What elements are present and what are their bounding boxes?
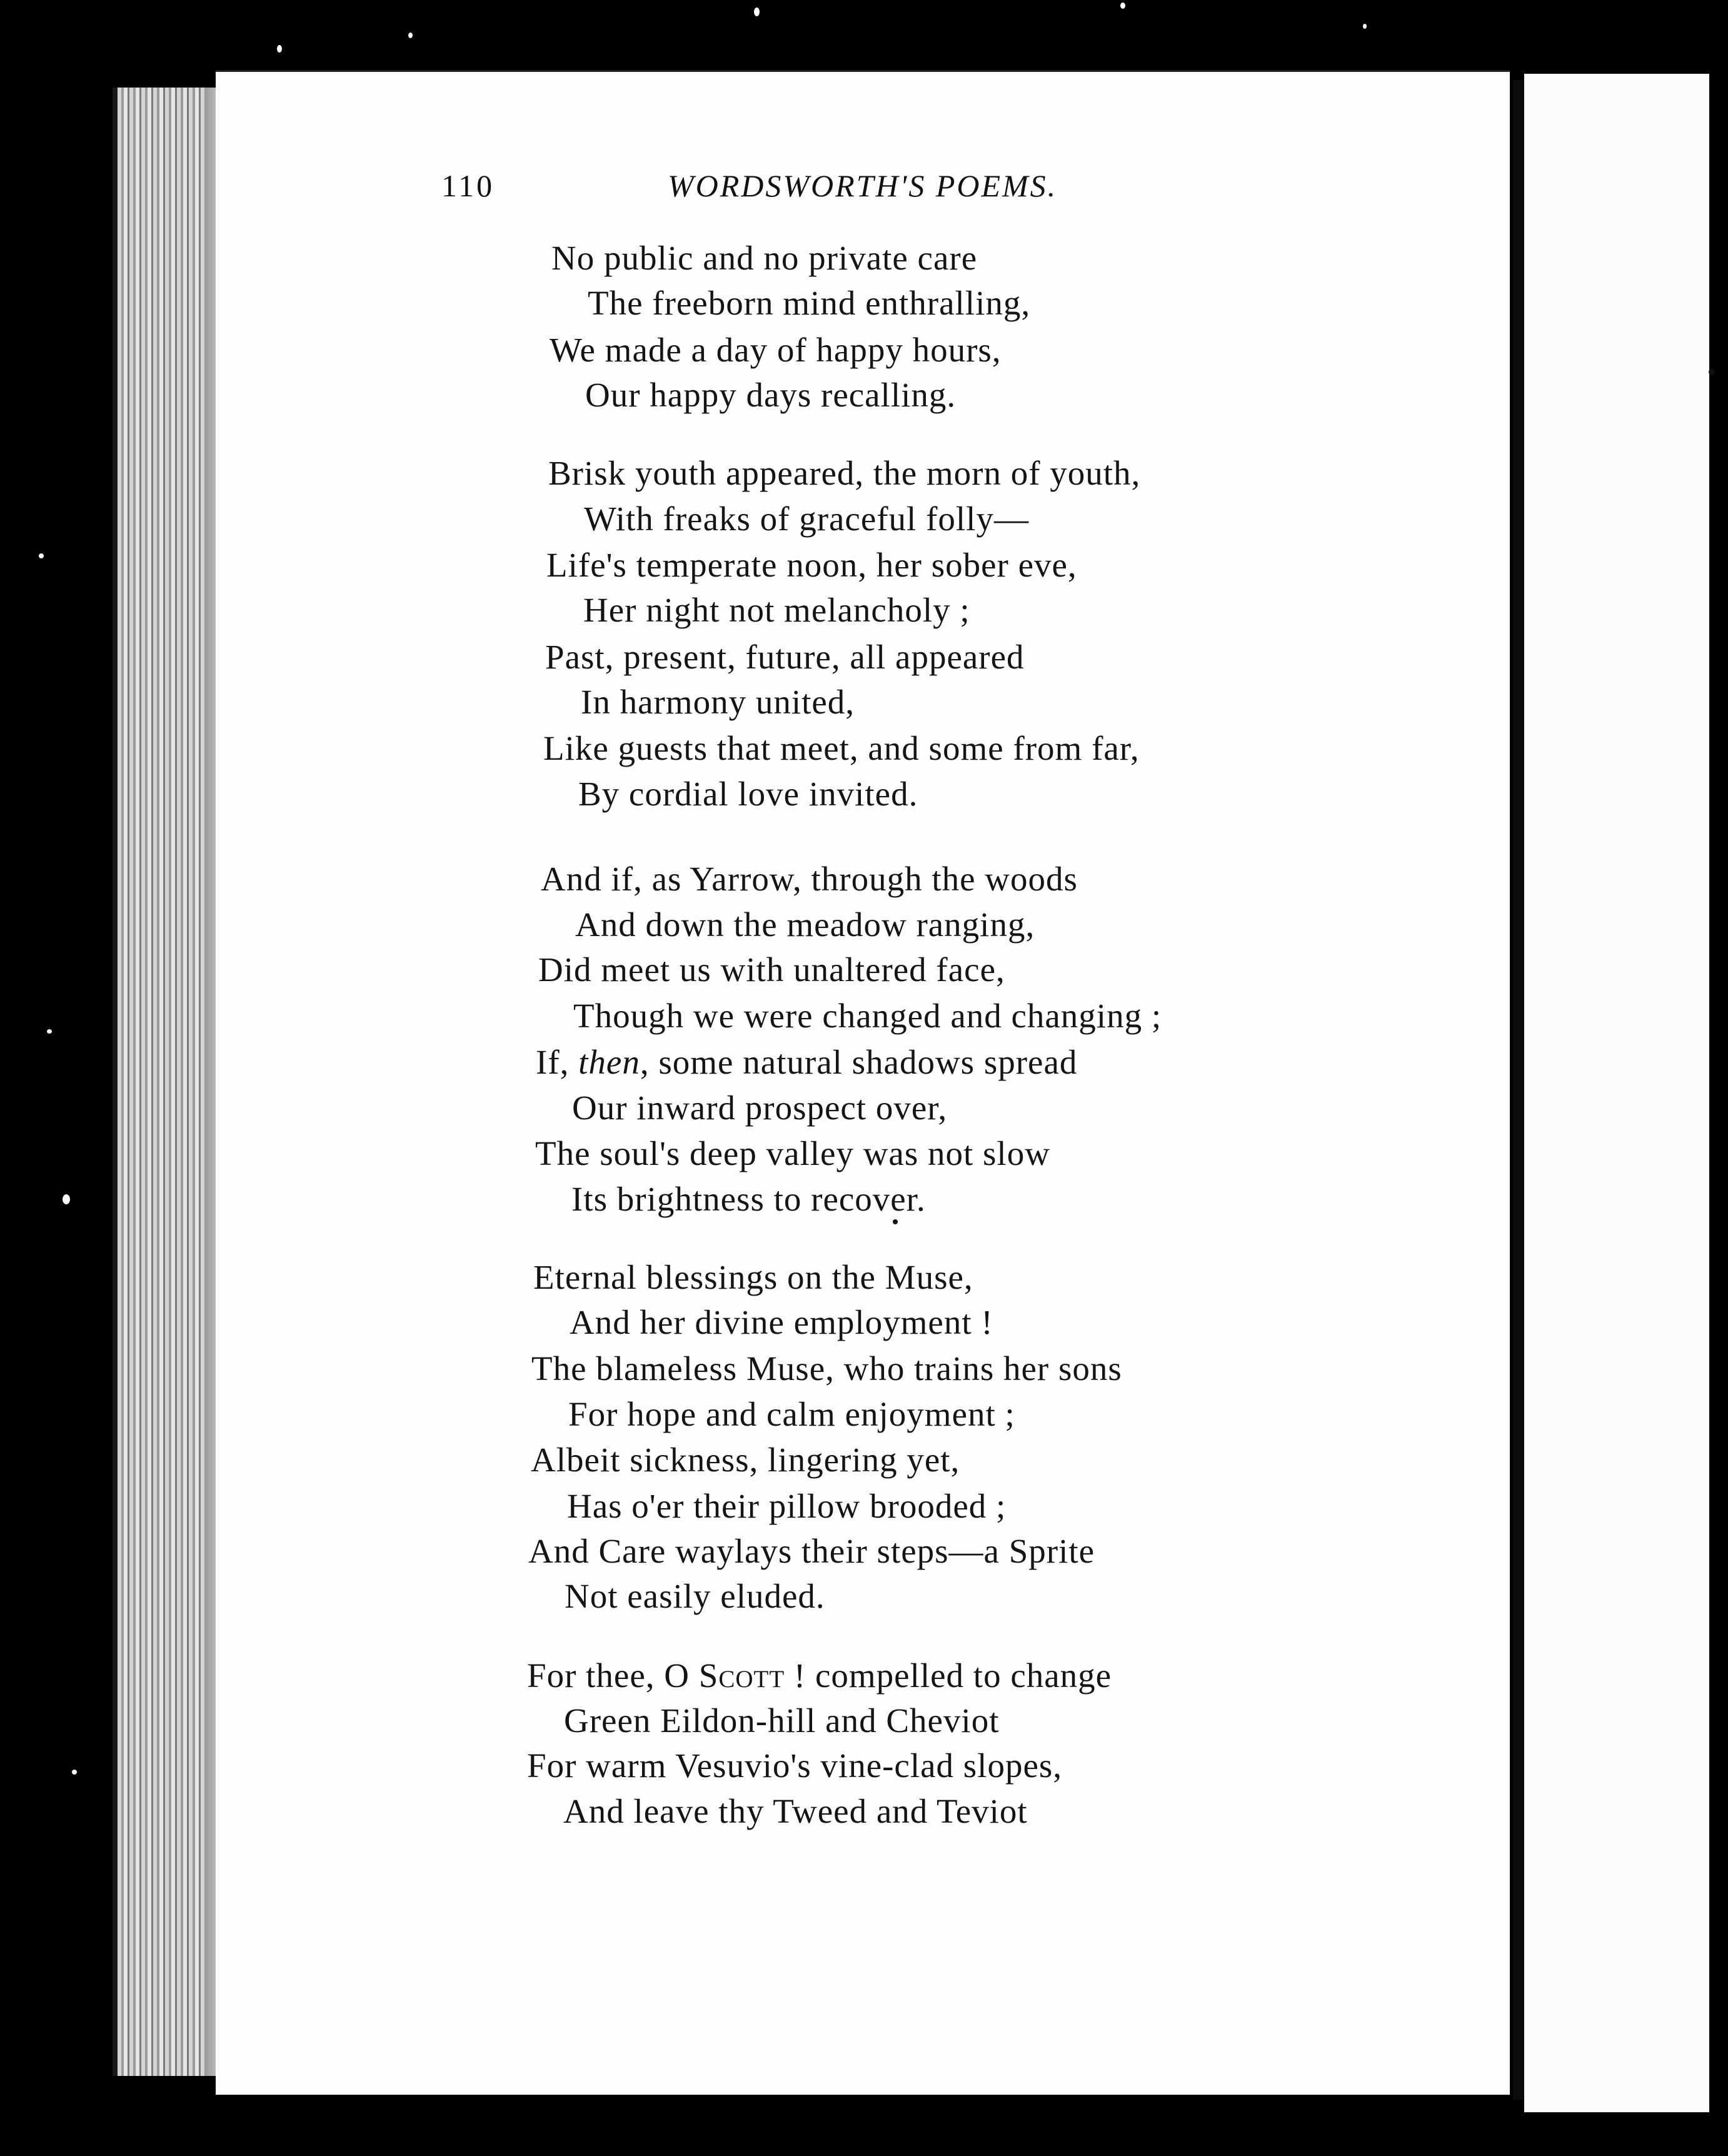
verse-text: For thee, O [527, 1656, 699, 1695]
verse-line: The blameless Muse, who trains her sons [531, 1349, 1122, 1388]
verse-line: And leave thy Tweed and Teviot [563, 1792, 1028, 1830]
verse-text: , some natural shadows spread [640, 1043, 1078, 1081]
verse-line: By cordial love invited. [578, 775, 918, 813]
next-page-edge [1524, 74, 1709, 2112]
verse-line: Did meet us with unaltered face, [538, 950, 1005, 989]
dust-speck [408, 33, 413, 38]
verse-line: For hope and calm enjoyment ; [568, 1395, 1015, 1433]
page-header [441, 168, 1117, 211]
verse-line: Albeit sickness, lingering yet, [531, 1441, 960, 1479]
verse-line [527, 1654, 1112, 1698]
verse-text: ! compelled to change [785, 1656, 1112, 1695]
verse-line: In harmony united, [581, 683, 855, 721]
verse-line: And Care waylays their steps—a Sprite [528, 1532, 1095, 1570]
dust-speck [1709, 369, 1715, 375]
verse-line: And if, as Yarrow, through the woods [541, 860, 1078, 898]
page-number: 110 [441, 168, 495, 203]
page-edges [113, 88, 224, 2076]
small-caps-name: Scott [698, 1656, 785, 1695]
verse-line: Its brightness to recover. [571, 1180, 926, 1218]
verse-line: And down the meadow ranging, [575, 905, 1035, 944]
dust-speck [1120, 3, 1125, 9]
verse-line: We made a day of happy hours, [550, 331, 1002, 369]
dust-speck [72, 1770, 77, 1775]
verse-line: Brisk youth appeared, the morn of youth, [548, 454, 1141, 492]
verse-line: The freeborn mind enthralling, [588, 284, 1031, 322]
verse-line: With freaks of graceful folly— [584, 500, 1029, 538]
running-title: WORDSWORTH'S POEMS. [668, 168, 1058, 203]
dust-speck [1363, 24, 1367, 29]
dust-speck [39, 553, 44, 558]
verse-line: Has o'er their pillow brooded ; [567, 1487, 1007, 1525]
dust-speck [277, 45, 282, 53]
verse-line: Not easily eluded. [565, 1577, 825, 1615]
verse-line: Eternal blessings on the Muse, [533, 1258, 973, 1296]
verse-line: Our inward prospect over, [572, 1089, 948, 1127]
verse-line: And her divine employment ! [570, 1303, 993, 1341]
verse-text: If, [536, 1043, 579, 1081]
verse-line [536, 1040, 1077, 1084]
verse-line: Like guests that meet, and some from far, [543, 729, 1140, 767]
verse-line: Her night not melancholy ; [583, 591, 970, 629]
page-gutter [1513, 80, 1524, 2100]
verse-line: Green Eildon-hill and Cheviot [564, 1701, 1000, 1740]
dust-speck [47, 1029, 52, 1034]
dust-speck [754, 8, 760, 16]
verse-line: For warm Vesuvio's vine-clad slopes, [527, 1746, 1063, 1785]
emphasized-word: then [578, 1043, 640, 1081]
verse-line: Life's temperate noon, her sober eve, [546, 546, 1077, 584]
verse-line: No public and no private care [551, 239, 978, 277]
verse-line: The soul's deep valley was not slow [535, 1134, 1050, 1172]
dust-speck [63, 1194, 70, 1204]
verse-line: Our happy days recalling. [585, 376, 957, 414]
verse-line: Past, present, future, all appeared [545, 638, 1025, 676]
verse-line: Though we were changed and changing ; [573, 997, 1162, 1035]
